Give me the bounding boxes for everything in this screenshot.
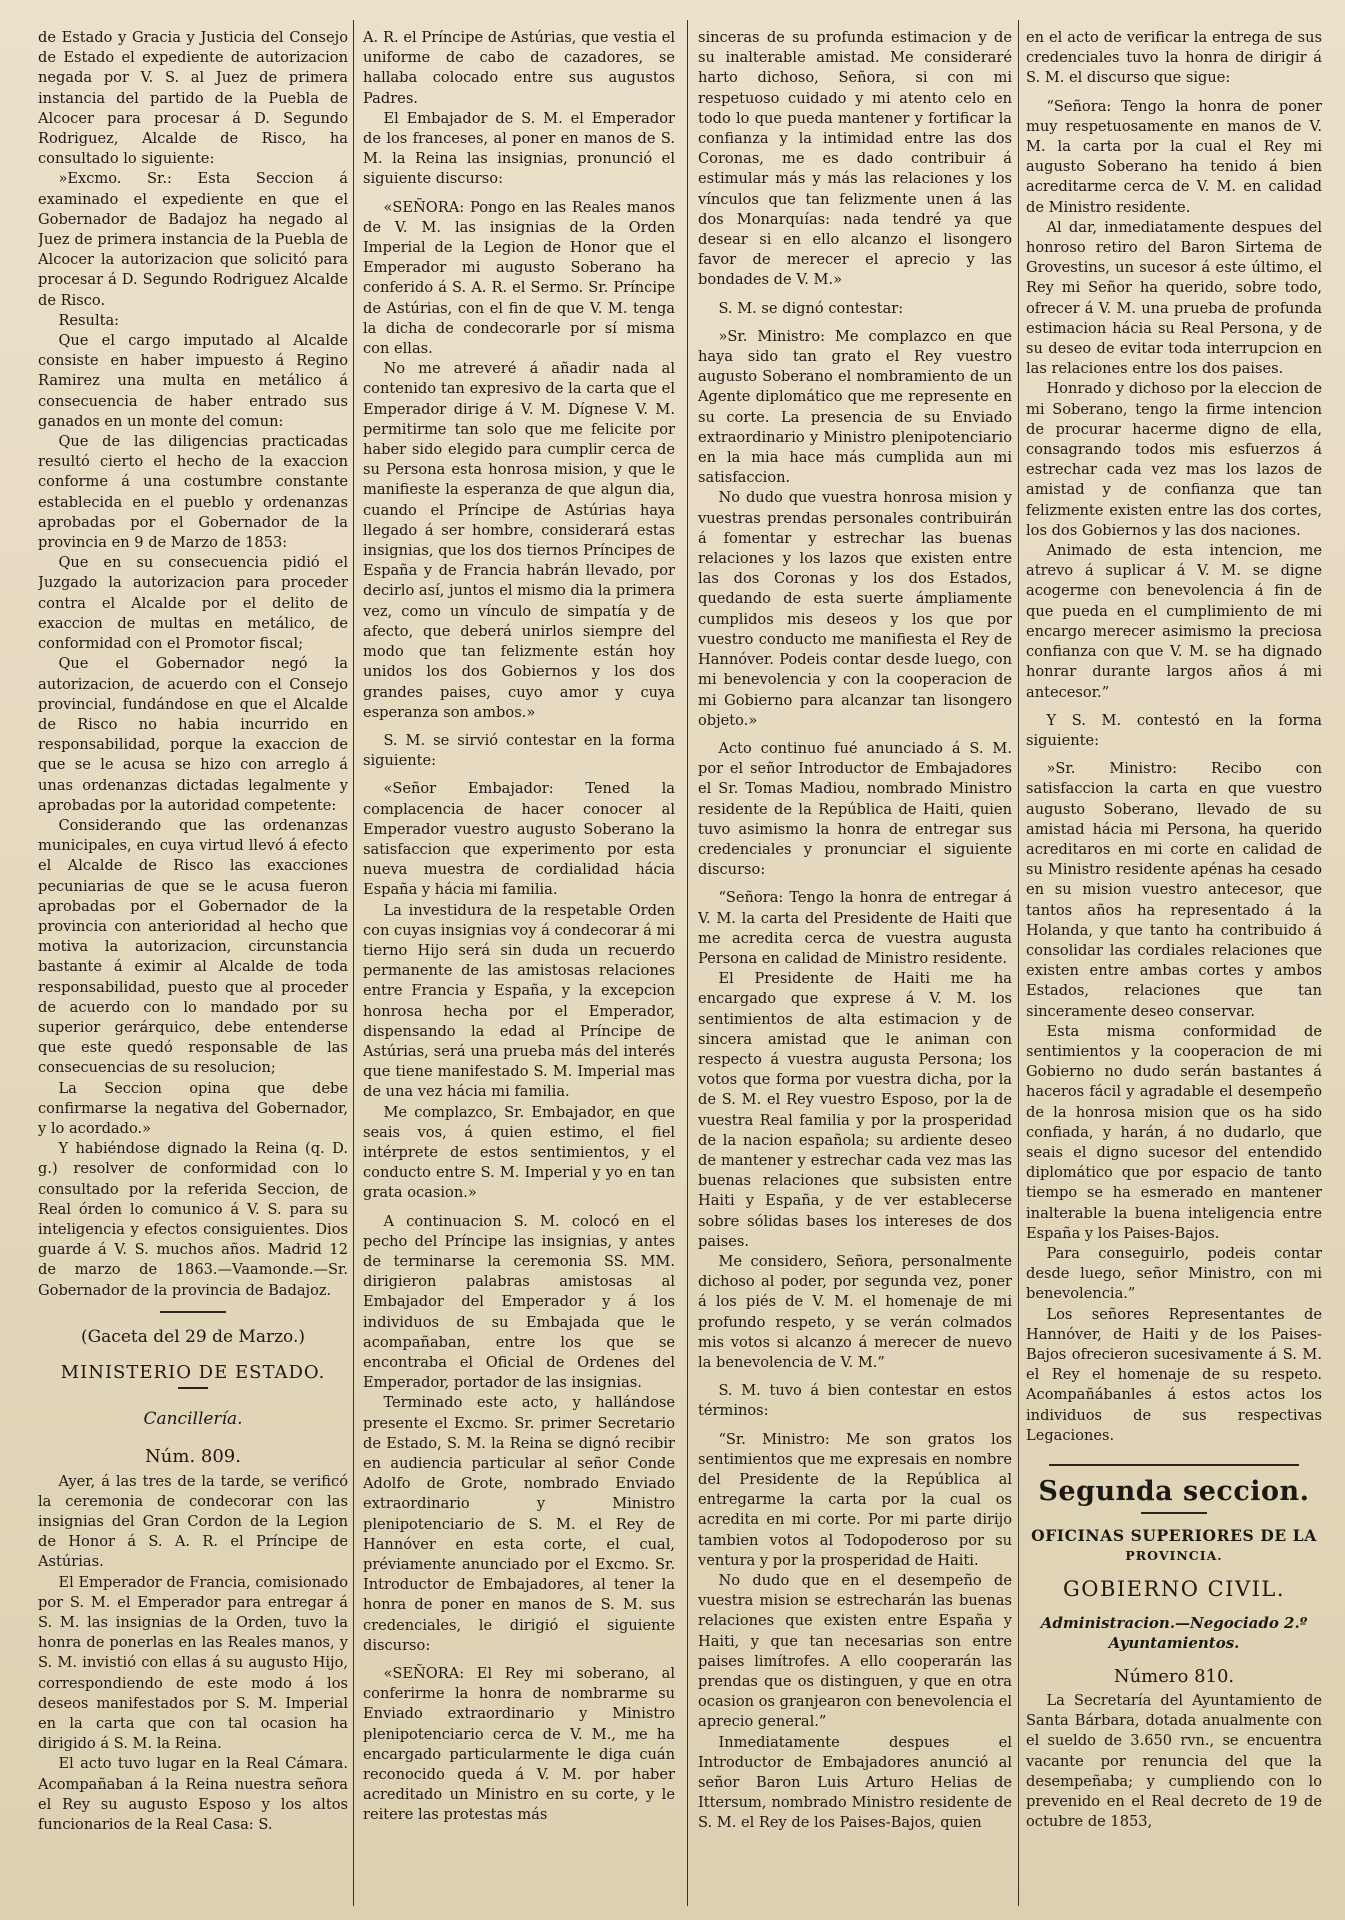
paragraph: Que el cargo imputado al Alcalde consiste en haber impuesto á Regino Ramirez una multa en metálico á consecuencia de haber entrado sus ganados en un monte del comun: <box>38 332 348 430</box>
paragraph: No me atreveré á añadir nada al contenido tan expresivo de la carta que el Emperador dirige á V. M. Dígnese V. M. permitirme tan solo que me felicite por haber sido elegido para cumplir cerca de su Persona esta honrosa mision, y que le manifieste la esperanza de que algun dia, cuando el Príncipe de Astúrias haya llegado á ser hombre, considerará estas insignias, que los dos tiernos Príncipes de España y de Francia habrán llevado, por decirlo así, juntos el mismo dia la primera vez, como un vínculo de simpatía y de afecto, que deberá unirlos siempre del modo que tan felizmente están hoy unidos los dos Gobiernos y los dos grandes paises, cuyo amor y cuya esperanza son ambos.» <box>363 360 675 721</box>
provincia-heading: PROVINCIA. <box>1125 1548 1223 1564</box>
paragraph: A continuacion S. M. colocó en el pecho del Príncipe las insignias, y antes de terminarse la ceremonia SS. MM. dirigieron palabras amistosas al Embajador del Emperador y á los individuos de su Embajada que le acompañaban, entre los que se encontraba el Oficial de Ordenes del Emperador, portador de las insignias. <box>363 1212 675 1392</box>
number-heading: Número 810. <box>1113 1665 1235 1687</box>
paragraph: La Seccion opina que debe confirmarse la negativa del Gobernador, y lo acordado.» <box>38 1079 348 1137</box>
paragraph: sinceras de su profunda estimacion y de su inalterable amistad. Me consideraré harto dichoso, Señora, si con mi respetuoso cuidado y mi atento celo en todo lo que pueda mantener y fortificar la confianza y la intimidad entre las dos Coronas, me es dado contribuir á estimular más y más las relaciones y los vínculos que tan felizmente unen á las dos Monarquías: nada tendré ya que desear si en ello alcanzo el lisongero favor de merecer el aprecio y las bondades de V. M.» <box>698 29 1012 289</box>
paragraph: Considerando que las ordenanzas municipales, en cuya virtud llevó á efecto el Alcalde de Risco las exacciones pecuniarias de que se le acusa fueron aprobadas por el Gobernador de la provincia con anterioridad al hecho que motiva la autorizacion, circunstancia bastante á eximir al Alcalde de toda responsabilidad, puesto que al proceder de acuerdo con lo mandado por su superior gerárquico, debe entenderse que este quedó responsable de las consecuencias de su resolucion; <box>38 816 348 1077</box>
paragraph: Inmediatamente despues el Introductor de Embajadores anunció al señor Baron Luis Arturo Helias de Ittersum, nombrado Ministro residente de S. M. el Rey de los Paises-Bajos, quien <box>698 1733 1012 1832</box>
paragraph: Animado de esta intencion, me atrevo á suplicar á V. M. se digne acogerme con benevolencia á fin de que pueda en el cumplimiento de mi encargo merecer asimismo la preciosa confianza con que V. M. se ha dignado honrar durante largos años á mi antecesor.” <box>1026 542 1322 701</box>
paragraph: “Señora: Tengo la honra de entregar á V. M. la carta del Presidente de Haiti que me acredita cerca de vuestra augusta Persona en calidad de Ministro residente. <box>698 889 1012 967</box>
paragraph: La investidura de la respetable Orden con cuyas insignias voy á condecorar á mi tierno Hijo será sin duda un recuerdo permanente de las amistosas relaciones entre Francia y España, y la excepcion honrosa hecha por el Emperador, dispensando la edad al Príncipe de Astúrias, será una prueba más del interés que tiene manifestado S. M. Imperial mas de una vez hácia mi familia. <box>363 901 675 1101</box>
paragraph: La Secretaría del Ayuntamiento de Santa Bárbara, dotada anualmente con el sueldo de 3.650 rvn., se encuentra vacante por renuncia del que la desempeñaba; y cumpliendo con lo prevenido en el Real decreto de 19 de octubre de 1853, <box>1026 1692 1322 1831</box>
paragraph: Y habiéndose dignado la Reina (q. D. g.) resolver de conformidad con lo consultado por la referida Seccion, de Real órden lo comunico á V. S. para su inteligencia y efectos consiguientes. Dios guarde á V. S. muchos años. Madrid 12 de marzo de 1863.—Vaamonde.—Sr. Gobernador de la provincia de Badajoz. <box>38 1140 348 1299</box>
paragraph: Resulta: <box>58 311 120 329</box>
paragraph: Y S. M. contestó en la forma siguiente: <box>1026 711 1322 749</box>
paragraph: “Señora: Tengo la honra de poner muy respetuosamente en manos de V. M. la carta por la cual el Rey mi augusto Soberano ha tenido á bien acreditarme cerca de V. M. en calidad de Ministro residente. <box>1026 97 1322 216</box>
paragraph: El Embajador de S. M. el Emperador de los franceses, al poner en manos de S. M. la Reina las insignias, pronunció el siguiente discurso: <box>363 109 675 188</box>
paragraph: “Sr. Ministro: Me son gratos los sentimientos que me expresais en nombre del Presidente de la República al entregarme la carta por la cual os acredita en mi corte. Por mi parte dirijo tambien votos al Todopoderoso por su ventura y por la prosperidad de Haiti. <box>698 1430 1012 1569</box>
paragraph: Honrado y dichoso por la eleccion de mi Soberano, tengo la firme intencion de procurar hacerme digno de ella, consagrando todos mis esfuerzos á estrechar cada vez mas los lazos de amistad y de confianza que tan felizmente existen entre las dos cortes, los dos Gobiernos y las dos naciones. <box>1026 380 1322 539</box>
paragraph: »Sr. Ministro: Me complazco en que haya sido tan grato el Rey vuestro augusto Soberano el nombramiento de un Agente diplomático que me represente en su corte. La presencia de su Enviado extraordinario y Ministro plenipotenciario en la mia hace más cumplida aun mi satisfaccion. <box>698 327 1012 487</box>
paragraph: «Señor Embajador: Tened la complacencia de hacer conocer al Emperador vuestro augusto Soberano la satisfaccion que experimento por esta nueva muestra de cordialidad hácia España y hácia mi familia. <box>363 780 675 899</box>
section-heading: Segunda seccion. <box>1038 1476 1310 1508</box>
paragraph: »Excmo. Sr.: Esta Seccion á examinado el expediente en que el Gobernador de Badajoz ha negado al Juez de primera instancia de la Puebla de Alcocer la autorizacion que solicitó para procesar á D. Segundo Rodriguez Alcalde de Risco. <box>38 170 348 309</box>
gaceta-heading: (Gaceta del 29 de Marzo.) <box>80 1326 306 1347</box>
paragraph: S. M. se sirvió contestar en la forma siguiente: <box>363 731 675 770</box>
column-4 <box>1026 28 1322 1910</box>
paragraph: El Presidente de Haiti me ha encargado que exprese á V. M. los sentimientos de alta estimacion y de sincera amistad que le animan con respecto á vuestra augusta Persona; los votos que forma por vuestra dicha, por la de S. M. el Rey vuestro Esposo, por la de vuestra Real familia y por la prosperidad de la nacion española; su ardiente deseo de mantener y estrechar cada vez mas las buenas relaciones que subsisten entre Haiti y España, y de ver establecerse sobre sólidas bases los intereses de dos paises. <box>698 970 1012 1250</box>
paragraph: Ayer, á las tres de la tarde, se verificó la ceremonia de condecorar con las insignias del Gran Cordon de la Legion de Honor á S. A. R. el Príncipe de Astúrias. <box>38 1472 348 1571</box>
paragraph: «SEÑORA: El Rey mi soberano, al conferirme la honra de nombrarme su Enviado extraordinario y Ministro plenipotenciario cerca de V. M., me ha encargado particularmente le diga cuán reconocido queda á V. M. por haber acreditado un Ministro en su corte, y le reitere las protestas más <box>363 1665 675 1824</box>
paragraph: Que en su consecuencia pidió el Juzgado la autorizacion para proceder contra el Alcalde por el delito de exaccion de multas en metálico, de conformidad con el Promotor fiscal; <box>38 554 348 653</box>
paragraph: No dudo que en el desempeño de vuestra mision se estrecharán las buenas relaciones que existen entre España y Haiti, y que tan necesarias son entre paises limítrofes. A ello cooperarán las prendas que os distinguen, y que en otra ocasion os granjearon con benevolencia el aprecio general.” <box>698 1572 1012 1731</box>
paragraph: Que de las diligencias practicadas resultó cierto el hecho de la exaccion conforme á una costumbre constante establecida en el pueblo y ordenanzas aprobadas por el Gobernador de la provincia en 9 de Marzo de 1853: <box>38 433 348 552</box>
paragraph: Esta misma conformidad de sentimientos y la cooperacion de mi Gobierno no dudo serán bastantes á haceros fácil y agradable el desempeño de la honrosa mision que os ha sido confiada, y harán, á no dudarlo, que seais el digno sucesor del entendido diplomático que por espacio de tanto tiempo se ha esmerado en mantener inalterable la buena inteligencia entre España y los Paises-Bajos. <box>1026 1022 1322 1242</box>
separator <box>160 1311 226 1313</box>
column-rule <box>687 20 688 1906</box>
paragraph: A. R. el Príncipe de Astúrias, que vestia el uniforme de cabo de cazadores, se hallaba colocado entre sus augustos Padres. <box>363 29 675 107</box>
cancilleria-heading: Cancillería. <box>143 1409 243 1430</box>
column-1 <box>38 28 348 1910</box>
column-2 <box>363 28 675 1910</box>
separator <box>1049 1464 1299 1466</box>
paragraph: Me considero, Señora, personalmente dichoso al poder, por segunda vez, poner á los piés de V. M. el homenaje de mi profundo respeto, y se verán colmados mis votos si alcanzo á merecer de nuevo la benevolencia de V. M.” <box>698 1252 1012 1371</box>
number-heading: Núm. 809. <box>145 1446 241 1468</box>
paragraph: El Emperador de Francia, comisionado por S. M. el Emperador para entregar á S. M. las insignias de la Orden, tuvo la honra de ponerlas en las Reales manos, y S. M. invistió con ellas á su augusto Hijo, correspondiendo de este modo á los deseos manifestados por S. M. Imperial en la carta que con tal ocasion ha dirigido á S. M. la Reina. <box>38 1573 348 1753</box>
paragraph: «SEÑORA: Pongo en las Reales manos de V. M. las insignias de la Orden Imperial de la Legion de Honor que el Emperador mi augusto Soberano ha conferido á S. A. R. el Sermo. Sr. Príncipe de Astúrias, con el fin de que V. M. tenga la dicha de condecorarle por sí misma con ellas. <box>363 198 675 358</box>
paragraph: S. M. se dignó contestar: <box>718 299 904 317</box>
paragraph: Acto continuo fué anunciado á S. M. por el señor Introductor de Embajadores el Sr. Tomas Madiou, nombrado Ministro residente de la República de Haiti, quien tuvo asimismo la honra de entregar sus credenciales y pronunciar el siguiente discurso: <box>698 739 1012 879</box>
separator <box>1141 1512 1207 1514</box>
paragraph: en el acto de verificar la entrega de sus credenciales tuvo la honra de dirigir á S. M. el discurso que sigue: <box>1026 29 1322 87</box>
paragraph: Para conseguirlo, podeis contar desde luego, señor Ministro, con mi benevolencia.” <box>1026 1244 1322 1303</box>
gobierno-heading: GOBIERNO CIVIL. <box>1062 1576 1286 1601</box>
column-3 <box>698 28 1012 1910</box>
paragraph: El acto tuvo lugar en la Real Cámara. Acompañaban á la Reina nuestra señora el Rey su augusto Esposo y los altos funcionarios de la Real Casa: S. <box>38 1755 348 1834</box>
ministerio-heading: MINISTERIO DE ESTADO. <box>60 1362 326 1383</box>
paragraph: No dudo que vuestra honrosa mision y vuestras prendas personales contribuirán á fomentar y estrechar las buenas relaciones y los lazos que existen entre las dos Coronas y los dos Estados, quedando de esta suerte ámpliamente cumplidos mis deseos y los que por vuestro conducto me manifiesta el Rey de Hannóver. Podeis contar desde luego, con mi benevolencia y con la cooperacion de mi Gobierno para alcanzar tan lisongero objeto.» <box>698 489 1012 729</box>
column-rule <box>1018 20 1019 1906</box>
paragraph: Me complazco, Sr. Embajador, en que seais vos, á quien estimo, el fiel intérprete de estos sentimientos, y el conducto entre S. M. Imperial y yo en tan grata ocasion.» <box>363 1103 675 1202</box>
column-rule <box>353 20 354 1906</box>
paragraph: Que el Gobernador negó la autorizacion, de acuerdo con el Consejo provincial, fundándose en que el Alcalde de Risco no habia incurrido en responsabilidad, porque la exaccion de que se le acusa se hizo con arreglo á unas ordenanzas dictadas legalmente y aprobadas por la autoridad competente: <box>38 655 348 814</box>
oficinas-heading: OFICINAS SUPERIORES DE LA <box>1031 1526 1317 1546</box>
paragraph: S. M. tuvo á bien contestar en estos términos: <box>698 1382 1012 1420</box>
paragraph: Los señores Representantes de Hannóver, de Haiti y de los Paises-Bajos ofrecieron sucesivamente á S. M. el Rey el homenaje de su respeto. Acompañábanles á estos actos los individuos de sus respectivas Legaciones. <box>1026 1305 1322 1444</box>
separator <box>178 1387 208 1389</box>
paragraph: Al dar, inmediatamente despues del honroso retiro del Baron Sirtema de Grovestins, un sucesor á este último, el Rey mi Señor ha querido, sobre todo, ofrecer á V. M. una prueba de profunda estimacion hácia su Real Persona, y de su deseo de evitar toda interrupcion en las relaciones entre los dos paises. <box>1026 218 1322 378</box>
paragraph: Terminado este acto, y hallándose presente el Excmo. Sr. primer Secretario de Estado, S. M. la Reina se dignó recibir en audiencia particular al señor Conde Adolfo de Grote, nombrado Enviado extraordinario y Ministro plenipotenciario de S. M. el Rey de Hannóver en esta corte, el cual, préviamente anunciado por el Excmo. Sr. Introductor de Embajadores, al tener la honra de poner en manos de S. M. sus credenciales, le dirigió el siguiente discurso: <box>363 1394 675 1654</box>
paragraph: »Sr. Ministro: Recibo con satisfaccion la carta en que vuestro augusto Soberano, llevado de su amistad hácia mi Persona, ha querido acreditaros en mi corte en calidad de su Ministro residente apénas ha cesado en su mision vuestro antecesor, que tantos años ha representado á la Holanda, y que tanto ha contribuido á consolidar las cordiales relaciones que existen entre ambas cortes y ambos Estados, relaciones que tan sinceramente deseo conservar. <box>1026 760 1322 1020</box>
paragraph: de Estado y Gracia y Justicia del Consejo de Estado el expediente de autorizacion negada por V. S. al Juez de primera instancia del partido de la Puebla de Alcocer para procesar á D. Segundo Rodriguez, Alcalde de Risco, ha consultado lo siguiente: <box>38 29 348 168</box>
administracion-heading: Administracion.—Negociado 2.º Ayuntamientos. <box>1040 1613 1308 1652</box>
